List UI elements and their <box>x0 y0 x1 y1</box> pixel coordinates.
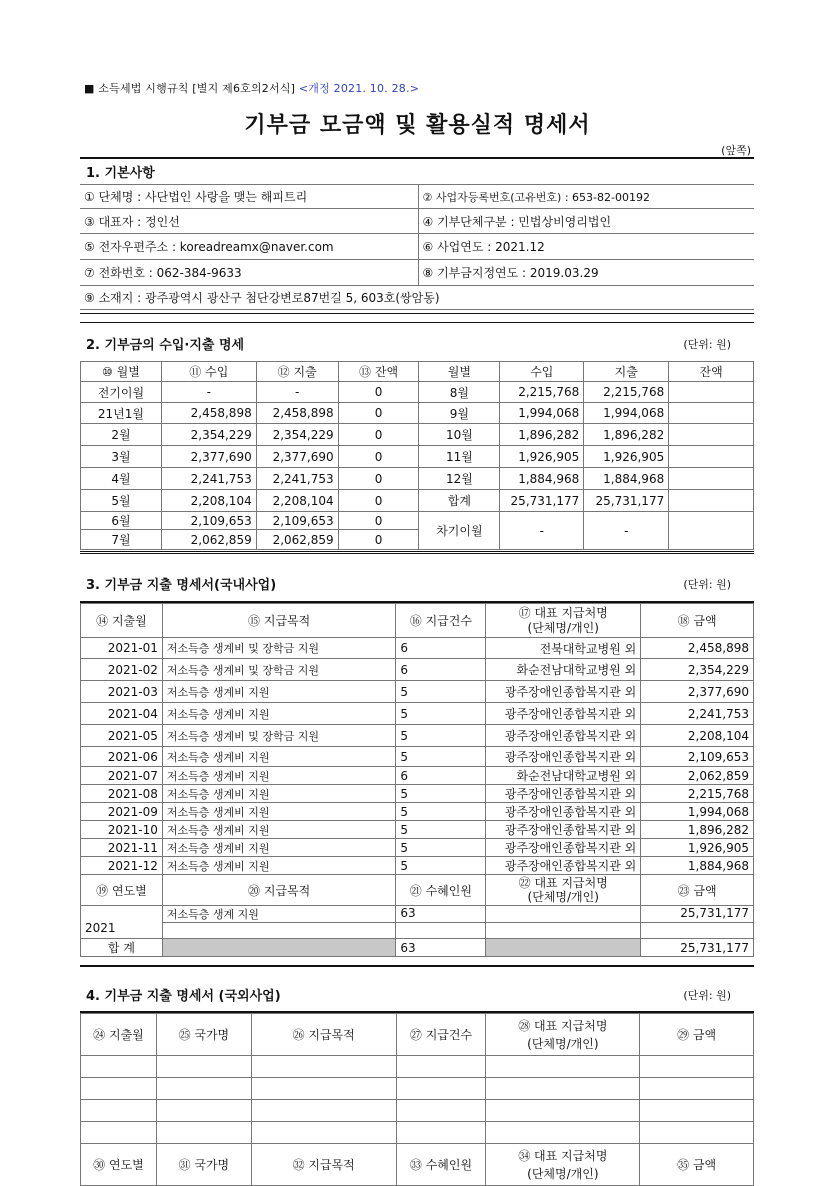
designation-year: ⑧ 기부금지정연도 : 2019.03.29 <box>418 260 754 286</box>
col-beneficiaries: ㉝ 수혜인원 <box>396 1144 486 1186</box>
shaded-cell <box>486 939 641 957</box>
section3-unit: (단위: 원) <box>683 578 731 591</box>
recipient-cell <box>486 906 641 923</box>
recipient-cell: 광주장애인종합복지관 외 <box>486 747 641 767</box>
col-amount: ㉓ 금액 <box>641 875 754 906</box>
expense-cell: 1,884,968 <box>584 468 669 490</box>
month-cell: 6월 <box>81 512 162 530</box>
month-cell: 2021-06 <box>81 747 163 767</box>
table-row <box>81 1078 754 1100</box>
empty-cell <box>251 1100 396 1122</box>
col-country: ㉕ 국가명 <box>156 1014 251 1056</box>
month-cell: 4월 <box>81 468 162 490</box>
col-expense-month: ㉔ 지출월 <box>81 1014 157 1056</box>
col-country: ㉛ 국가명 <box>156 1144 251 1186</box>
total-label: 합 계 <box>81 939 163 957</box>
month-cell: 12월 <box>419 468 500 490</box>
count-cell: 5 <box>396 821 486 839</box>
month-cell: 10월 <box>419 424 500 446</box>
table-row <box>81 468 754 490</box>
expense-total: 25,731,177 <box>584 490 669 512</box>
month-cell: 2월 <box>81 424 162 446</box>
month-cell: 2021-03 <box>81 681 163 703</box>
table-row <box>81 857 754 875</box>
table-row <box>81 659 754 681</box>
count-cell: 6 <box>396 767 486 785</box>
table-row <box>81 725 754 747</box>
balance-cell <box>669 446 754 468</box>
table-row <box>81 767 754 785</box>
balance-cell <box>669 468 754 490</box>
month-cell: 21년1월 <box>81 403 162 424</box>
purpose-cell: 저소득층 생계비 및 장학금 지원 <box>162 659 396 681</box>
table-row <box>81 512 754 530</box>
col-count: ㉗ 지급건수 <box>396 1014 486 1056</box>
basic-info-row <box>80 260 754 286</box>
page-side-label: (앞쪽) <box>721 144 751 157</box>
purpose-cell: 저소득층 생계비 지원 <box>162 803 396 821</box>
recipient-cell: 광주장애인종합복지관 외 <box>486 785 641 803</box>
law-ref-text: ■ 소득세법 시행규칙 [별지 제6호의2서식] <box>84 82 296 95</box>
recipient-cell: 광주장애인종합복지관 외 <box>486 821 641 839</box>
expense-cell: 2,241,753 <box>256 468 338 490</box>
recipient-header-sub: (단체명/개인) <box>527 1036 599 1051</box>
empty-cell <box>396 1100 486 1122</box>
col-month: ⑩ 월별 <box>81 362 162 382</box>
basic-info-row <box>80 185 754 209</box>
empty-cell <box>486 1078 640 1100</box>
count-cell: 5 <box>396 785 486 803</box>
basic-info-row <box>80 234 754 260</box>
table-row <box>81 821 754 839</box>
purpose-cell: 저소득층 생계 지원 <box>162 906 396 923</box>
count-cell: 6 <box>396 659 486 681</box>
expense-cell: 2,062,859 <box>256 530 338 550</box>
recipient-header-sub: (단체명/개인) <box>527 890 599 904</box>
balance-cell: 0 <box>338 512 419 530</box>
col-beneficiaries: ㉑ 수혜인원 <box>396 875 486 906</box>
empty-cell <box>486 923 641 939</box>
month-cell: 2021-08 <box>81 785 163 803</box>
total-label: 합계 <box>419 490 500 512</box>
month-cell: 2021-11 <box>81 839 163 857</box>
org-name: ① 단체명 : 사단법인 사랑을 맺는 해피트리 <box>80 185 418 209</box>
overseas-year-header <box>81 1144 754 1186</box>
month-cell: 2021-12 <box>81 857 163 875</box>
empty-cell <box>641 923 754 939</box>
empty-cell <box>156 1122 251 1144</box>
month-cell: 2021-05 <box>81 725 163 747</box>
amount-cell: 2,458,898 <box>641 638 754 659</box>
section4-unit: (단위: 원) <box>683 989 731 1002</box>
table-row <box>81 490 754 512</box>
col-amount: ⑱ 금액 <box>641 604 754 638</box>
month-cell: 5월 <box>81 490 162 512</box>
month-cell: 2021-02 <box>81 659 163 681</box>
col-amount: ㉟ 금액 <box>640 1144 754 1186</box>
month-cell: 9월 <box>419 403 500 424</box>
business-year: ⑥ 사업연도 : 2021.12 <box>418 234 754 260</box>
recipient-cell: 화순전남대학교병원 외 <box>486 659 641 681</box>
recipient-header-text: ㉞ 대표 지급처명 <box>518 1148 608 1163</box>
balance-cell <box>669 403 754 424</box>
amount-total: 25,731,177 <box>641 939 754 957</box>
section4-title: 4. 기부금 지출 명세서 (국외사업) <box>86 989 281 1004</box>
purpose-cell: 저소득층 생계비 지원 <box>162 821 396 839</box>
empty-cell <box>81 1122 157 1144</box>
income-cell: 2,458,898 <box>161 403 256 424</box>
basic-info-row <box>80 209 754 234</box>
beneficiaries-total: 63 <box>396 939 486 957</box>
representative: ③ 대표자 : 정인선 <box>80 209 418 234</box>
empty-cell <box>486 1100 640 1122</box>
email: ⑤ 전자우편주소 : koreadreamx@naver.com <box>80 234 418 260</box>
table-row <box>81 638 754 659</box>
col-year: ⑲ 연도별 <box>81 875 163 906</box>
col-month-2: 월별 <box>419 362 500 382</box>
section2-bottom-rule <box>80 551 754 554</box>
section3-title: 3. 기부금 지출 명세서(국내사업) <box>86 578 277 593</box>
amount-cell: 2,109,653 <box>641 747 754 767</box>
col-purpose: ⑳ 지급목적 <box>162 875 396 906</box>
income-cell: 1,896,282 <box>500 424 584 446</box>
count-cell: 5 <box>396 857 486 875</box>
empty-cell <box>251 1056 396 1078</box>
month-cell: 2021-04 <box>81 703 163 725</box>
carry-income: - <box>500 512 584 550</box>
count-cell: 5 <box>396 703 486 725</box>
month-cell: 2021-07 <box>81 767 163 785</box>
amount-cell: 2,208,104 <box>641 725 754 747</box>
year-cell: 2021 <box>81 906 163 939</box>
beneficiaries-cell: 63 <box>396 906 486 923</box>
empty-cell <box>396 1056 486 1078</box>
table-row <box>81 382 754 403</box>
law-reference <box>84 80 419 96</box>
empty-cell <box>640 1078 754 1100</box>
expense-cell: 2,215,768 <box>584 382 669 403</box>
empty-cell <box>640 1122 754 1144</box>
col-expense: ⑫ 지출 <box>256 362 338 382</box>
shaded-cell <box>162 939 396 957</box>
empty-cell <box>251 1078 396 1100</box>
month-cell: 전기이월 <box>81 382 162 403</box>
empty-cell <box>396 1078 486 1100</box>
expense-cell: 2,377,690 <box>256 446 338 468</box>
amount-cell: 1,884,968 <box>641 857 754 875</box>
count-cell: 5 <box>396 747 486 767</box>
table-row <box>81 1056 754 1078</box>
table-row <box>81 1100 754 1122</box>
table-row <box>81 703 754 725</box>
carry-expense: - <box>584 512 669 550</box>
empty-cell <box>156 1078 251 1100</box>
col-expense-2: 지출 <box>584 362 669 382</box>
amount-cell: 2,241,753 <box>641 703 754 725</box>
col-count: ⑯ 지급건수 <box>396 604 486 638</box>
amendment-text: <개정 2021. 10. 28.> <box>298 82 420 95</box>
col-recipient <box>486 875 641 906</box>
count-cell: 6 <box>396 638 486 659</box>
balance-cell: 0 <box>338 468 419 490</box>
recipient-header-text: ㉒ 대표 지급처명 <box>518 876 608 890</box>
balance-cell <box>669 382 754 403</box>
empty-cell <box>251 1122 396 1144</box>
table-row <box>81 446 754 468</box>
empty-cell <box>156 1056 251 1078</box>
amount-cell: 1,994,068 <box>641 803 754 821</box>
overseas-header <box>81 1014 754 1056</box>
table-row <box>81 803 754 821</box>
purpose-cell: 저소득층 생계비 지원 <box>162 785 396 803</box>
empty-cell <box>162 923 396 939</box>
col-amount: ㉙ 금액 <box>640 1014 754 1056</box>
month-cell: 8월 <box>419 382 500 403</box>
col-income-2: 수입 <box>500 362 584 382</box>
count-cell: 5 <box>396 725 486 747</box>
col-year: ㉚ 연도별 <box>81 1144 157 1186</box>
expense-cell: 2,109,653 <box>256 512 338 530</box>
recipient-cell: 화순전남대학교병원 외 <box>486 767 641 785</box>
purpose-cell: 저소득층 생계비 지원 <box>162 767 396 785</box>
empty-cell <box>640 1100 754 1122</box>
amount-cell: 1,896,282 <box>641 821 754 839</box>
col-balance: ⑬ 잔액 <box>338 362 419 382</box>
col-purpose: ㉖ 지급목적 <box>251 1014 396 1056</box>
month-cell: 3월 <box>81 446 162 468</box>
section1-title: 1. 기본사항 <box>86 166 155 181</box>
col-recipient <box>486 1144 640 1186</box>
income-cell: 2,354,229 <box>161 424 256 446</box>
empty-cell <box>640 1056 754 1078</box>
income-cell: 2,215,768 <box>500 382 584 403</box>
domestic-header <box>81 604 754 638</box>
purpose-cell: 저소득층 생계비 및 장학금 지원 <box>162 638 396 659</box>
income-cell: 1,994,068 <box>500 403 584 424</box>
month-cell: 7월 <box>81 530 162 550</box>
income-cell: 2,377,690 <box>161 446 256 468</box>
basic-info-row <box>80 286 754 310</box>
table-row <box>81 747 754 767</box>
purpose-cell: 저소득층 생계비 지원 <box>162 747 396 767</box>
form-title: 기부금 모금액 및 활용실적 명세서 <box>244 113 591 138</box>
balance-cell: 0 <box>338 424 419 446</box>
empty-cell <box>396 923 486 939</box>
section2-title: 2. 기부금의 수입·지출 명세 <box>86 338 245 353</box>
table-row <box>81 923 754 939</box>
income-expense-header <box>81 362 754 382</box>
balance-cell <box>669 424 754 446</box>
empty-cell <box>396 1122 486 1144</box>
expense-cell: 2,208,104 <box>256 490 338 512</box>
empty-cell <box>81 1078 157 1100</box>
address: ⑨ 소재지 : 광주광역시 광산구 첨단강변로87번길 5, 603호(쌍암동) <box>80 286 754 310</box>
domestic-expense-table <box>80 603 754 957</box>
overseas-expense-table <box>80 1013 754 1186</box>
basic-info-table <box>80 184 754 310</box>
income-cell: 2,241,753 <box>161 468 256 490</box>
count-cell: 5 <box>396 681 486 703</box>
domestic-year-header <box>81 875 754 906</box>
purpose-cell: 저소득층 생계비 지원 <box>162 857 396 875</box>
empty-cell <box>81 1100 157 1122</box>
carry-balance <box>669 512 754 550</box>
month-cell: 2021-09 <box>81 803 163 821</box>
section1-bottom-rule <box>80 313 754 314</box>
income-cell: 1,884,968 <box>500 468 584 490</box>
balance-cell <box>669 490 754 512</box>
carry-forward-label: 차기이월 <box>419 512 500 550</box>
recipient-cell: 전북대학교병원 외 <box>486 638 641 659</box>
recipient-cell: 광주장애인종합복지관 외 <box>486 725 641 747</box>
amount-cell: 2,215,768 <box>641 785 754 803</box>
income-expense-table <box>80 361 754 550</box>
count-cell: 5 <box>396 803 486 821</box>
empty-cell <box>81 1056 157 1078</box>
section2-unit: (단위: 원) <box>683 338 731 351</box>
table-row <box>81 424 754 446</box>
purpose-cell: 저소득층 생계비 및 장학금 지원 <box>162 725 396 747</box>
recipient-header-sub: (단체명/개인) <box>527 620 599 635</box>
recipient-cell: 광주장애인종합복지관 외 <box>486 857 641 875</box>
section1-top-rule <box>80 157 754 159</box>
empty-cell <box>486 1122 640 1144</box>
amount-cell: 2,377,690 <box>641 681 754 703</box>
expense-cell: - <box>256 382 338 403</box>
section3-bottom-rule <box>80 965 754 967</box>
recipient-header-text: ㉘ 대표 지급처명 <box>518 1018 608 1033</box>
recipient-cell: 광주장애인종합복지관 외 <box>486 803 641 821</box>
table-row <box>81 403 754 424</box>
balance-cell: 0 <box>338 530 419 550</box>
phone: ⑦ 전화번호 : 062-384-9633 <box>80 260 418 286</box>
expense-cell: 1,994,068 <box>584 403 669 424</box>
col-balance-2: 잔액 <box>669 362 754 382</box>
amount-cell: 2,354,229 <box>641 659 754 681</box>
income-cell: 1,926,905 <box>500 446 584 468</box>
expense-cell: 2,354,229 <box>256 424 338 446</box>
purpose-cell: 저소득층 생계비 지원 <box>162 681 396 703</box>
balance-cell: 0 <box>338 382 419 403</box>
recipient-header-sub: (단체명/개인) <box>527 1166 599 1181</box>
table-row <box>81 1122 754 1144</box>
month-cell: 2021-01 <box>81 638 163 659</box>
purpose-cell: 저소득층 생계비 지원 <box>162 839 396 857</box>
expense-cell: 2,458,898 <box>256 403 338 424</box>
empty-cell <box>156 1100 251 1122</box>
count-cell: 5 <box>396 839 486 857</box>
income-total: 25,731,177 <box>500 490 584 512</box>
table-row <box>81 906 754 923</box>
col-recipient <box>486 604 641 638</box>
col-purpose: ㉜ 지급목적 <box>251 1144 396 1186</box>
table-row <box>81 785 754 803</box>
table-row <box>81 681 754 703</box>
col-expense-month: ⑭ 지출월 <box>81 604 163 638</box>
business-reg-no: ② 사업자등록번호(고유번호) : 653-82-00192 <box>418 185 754 209</box>
recipient-cell: 광주장애인종합복지관 외 <box>486 839 641 857</box>
recipient-header-text: ⑰ 대표 지급처명 <box>518 605 608 620</box>
amount-cell: 2,062,859 <box>641 767 754 785</box>
expense-cell: 1,926,905 <box>584 446 669 468</box>
month-cell: 11월 <box>419 446 500 468</box>
balance-cell: 0 <box>338 446 419 468</box>
income-cell: 2,208,104 <box>161 490 256 512</box>
balance-cell: 0 <box>338 403 419 424</box>
total-row <box>81 939 754 957</box>
col-recipient <box>486 1014 640 1056</box>
recipient-cell: 광주장애인종합복지관 외 <box>486 703 641 725</box>
month-cell: 2021-10 <box>81 821 163 839</box>
amount-cell: 1,926,905 <box>641 839 754 857</box>
table-row <box>81 839 754 857</box>
recipient-cell: 광주장애인종합복지관 외 <box>486 681 641 703</box>
income-cell: 2,062,859 <box>161 530 256 550</box>
balance-cell: 0 <box>338 490 419 512</box>
purpose-cell: 저소득층 생계비 지원 <box>162 703 396 725</box>
section2-top-rule <box>80 322 754 323</box>
col-income: ⑪ 수입 <box>161 362 256 382</box>
amount-cell: 25,731,177 <box>641 906 754 923</box>
col-purpose: ⑮ 지급목적 <box>162 604 396 638</box>
empty-cell <box>486 1056 640 1078</box>
income-cell: - <box>161 382 256 403</box>
income-cell: 2,109,653 <box>161 512 256 530</box>
org-type: ④ 기부단체구분 : 민법상비영리법인 <box>418 209 754 234</box>
expense-cell: 1,896,282 <box>584 424 669 446</box>
